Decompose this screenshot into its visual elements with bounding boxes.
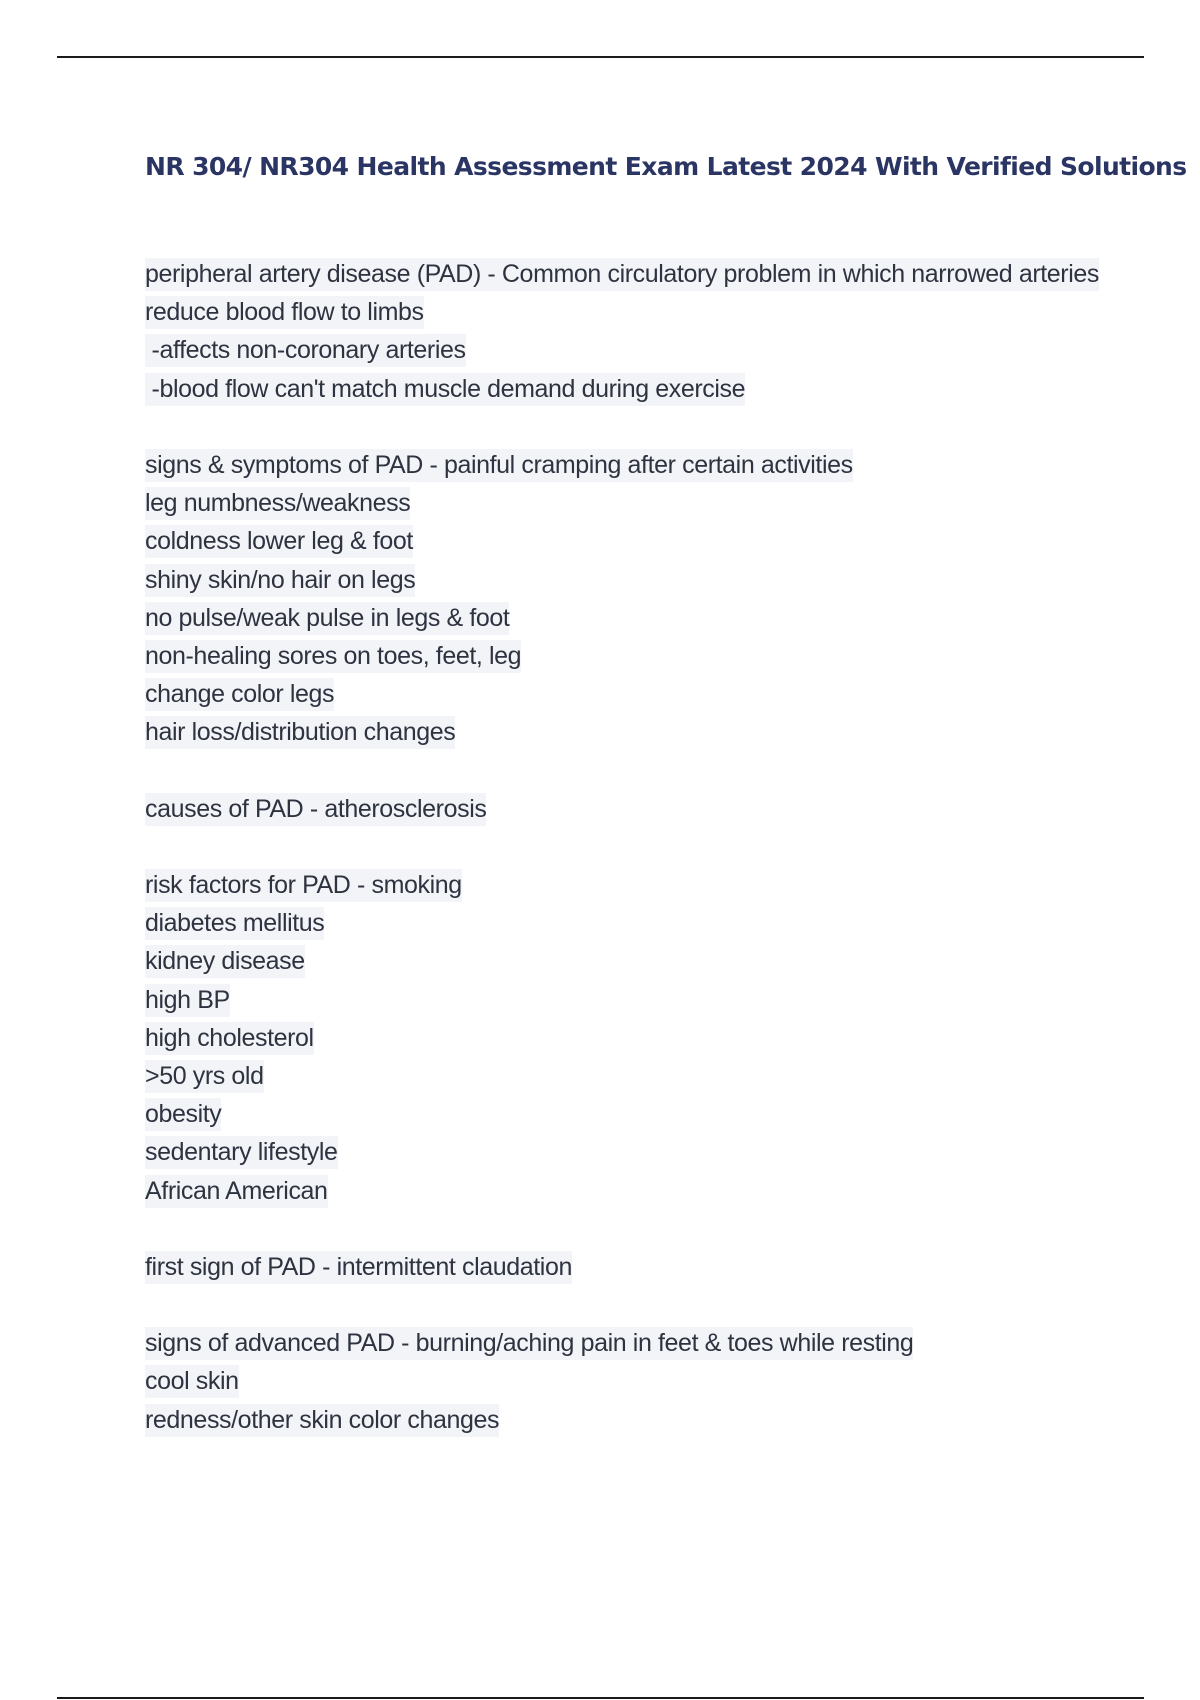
- text-line: risk factors for PAD - smoking: [145, 866, 1105, 904]
- text-line: peripheral artery disease (PAD) - Common circulatory problem in which narrowed arteries: [145, 255, 1105, 293]
- document-body: [145, 255, 1105, 1439]
- block-spacer: [145, 1210, 1105, 1248]
- text-line: change color legs: [145, 675, 1105, 713]
- text-line: -affects non-coronary arteries: [145, 331, 1105, 369]
- flashcard-block: [145, 790, 1105, 828]
- text-line: African American: [145, 1172, 1105, 1210]
- block-spacer: [145, 751, 1105, 789]
- text-line: signs of advanced PAD - burning/aching pain in feet & toes while resting: [145, 1324, 1105, 1362]
- text-line: high cholesterol: [145, 1019, 1105, 1057]
- text-line: redness/other skin color changes: [145, 1401, 1105, 1439]
- flashcard-block: [145, 866, 1105, 1210]
- text-line: non-healing sores on toes, feet, leg: [145, 637, 1105, 675]
- text-line: leg numbness/weakness: [145, 484, 1105, 522]
- text-line: diabetes mellitus: [145, 904, 1105, 942]
- flashcard-block: [145, 1248, 1105, 1286]
- flashcard-block: [145, 255, 1105, 408]
- block-spacer: [145, 828, 1105, 866]
- text-line: cool skin: [145, 1362, 1105, 1400]
- block-spacer: [145, 408, 1105, 446]
- text-line: signs & symptoms of PAD - painful cramping after certain activities: [145, 446, 1105, 484]
- text-line: high BP: [145, 981, 1105, 1019]
- text-line: first sign of PAD - intermittent claudation: [145, 1248, 1105, 1286]
- text-line: >50 yrs old: [145, 1057, 1105, 1095]
- text-line: kidney disease: [145, 942, 1105, 980]
- document-title: NR 304/ NR304 Health Assessment Exam Latest 2024 With Verified Solutions: [145, 152, 1187, 181]
- text-line: -blood flow can't match muscle demand during exercise: [145, 370, 1105, 408]
- text-line: sedentary lifestyle: [145, 1133, 1105, 1171]
- block-spacer: [145, 1286, 1105, 1324]
- document-page: [145, 145, 1187, 1439]
- footer-rule: [57, 1697, 1144, 1699]
- text-line: shiny skin/no hair on legs: [145, 561, 1105, 599]
- text-line: coldness lower leg & foot: [145, 522, 1105, 560]
- flashcard-block: [145, 1324, 1105, 1439]
- header-rule: [57, 56, 1144, 58]
- text-line: causes of PAD - atherosclerosis: [145, 790, 1105, 828]
- text-line: hair loss/distribution changes: [145, 713, 1105, 751]
- text-line: no pulse/weak pulse in legs & foot: [145, 599, 1105, 637]
- text-line: obesity: [145, 1095, 1105, 1133]
- flashcard-block: [145, 446, 1105, 752]
- text-line: reduce blood flow to limbs: [145, 293, 1105, 331]
